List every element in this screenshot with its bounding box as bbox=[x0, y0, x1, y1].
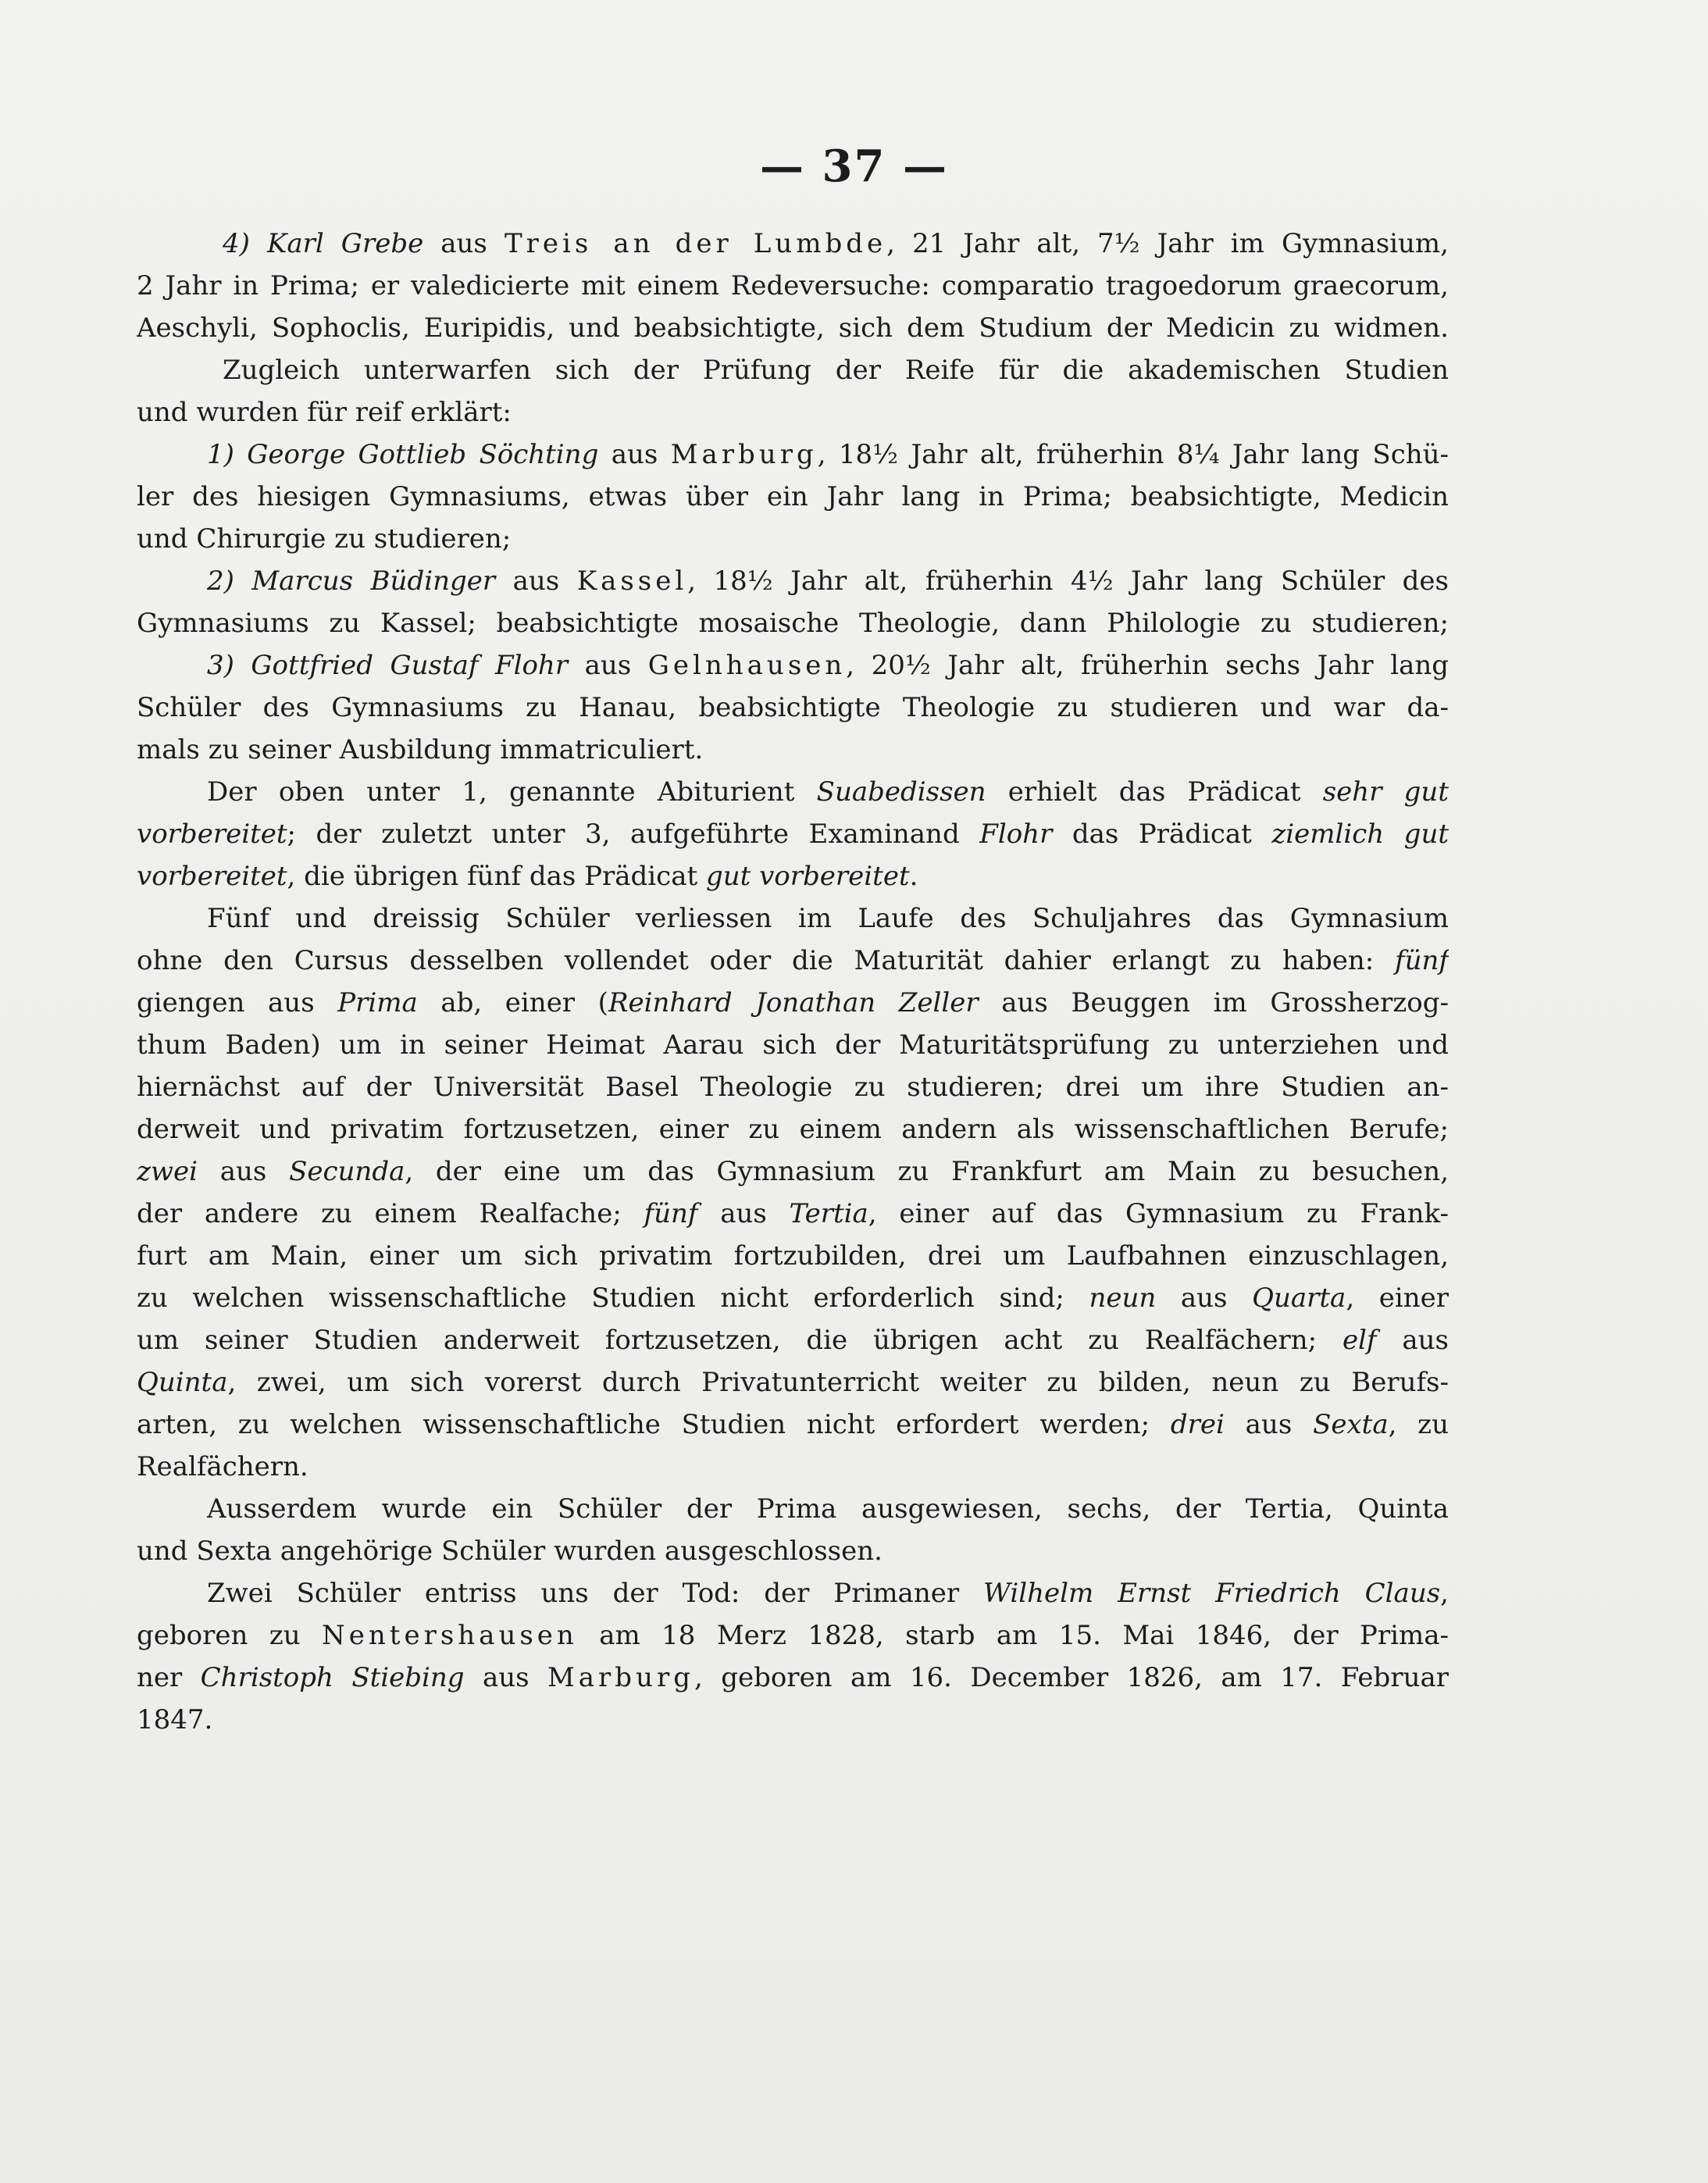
italic-text: Wilhelm Ernst Friedrich Claus bbox=[983, 1578, 1441, 1609]
italic-text: sehr gut bbox=[1322, 776, 1449, 808]
spaced-text: Marburg bbox=[547, 1662, 694, 1693]
text-segment: thum Baden) um in seiner Heimat Aarau sich der Maturitätsprüfung zu unterziehen und bbox=[137, 1029, 1449, 1061]
text-line bbox=[137, 1319, 1449, 1361]
text-line bbox=[137, 518, 1449, 560]
text-segment: Der oben unter 1, genannte Abiturient bbox=[207, 776, 817, 808]
text-segment: , einer auf das Gymnasium zu Frank- bbox=[868, 1198, 1449, 1229]
text-segment: aus bbox=[464, 1662, 547, 1693]
text-line bbox=[137, 1657, 1449, 1699]
italic-text: gut vorbereitet bbox=[705, 861, 910, 892]
text-line bbox=[137, 307, 1449, 349]
italic-text: Quinta bbox=[137, 1367, 228, 1398]
text-segment: und wurden für reif erklärt: bbox=[137, 397, 512, 428]
text-segment: Realfächern. bbox=[137, 1451, 308, 1482]
text-line bbox=[137, 1572, 1449, 1614]
text-segment: aus bbox=[1156, 1282, 1253, 1314]
text-segment: aus bbox=[697, 1198, 790, 1229]
text-segment: , 18½ Jahr alt, früherhin 4½ Jahr lang Schüler des bbox=[687, 565, 1449, 597]
text-segment: . bbox=[909, 861, 918, 892]
text-segment: giengen aus bbox=[137, 987, 338, 1018]
text-line bbox=[137, 1530, 1449, 1572]
spaced-text: Kassel bbox=[576, 565, 688, 597]
text-segment: aus Beuggen im Grossherzog- bbox=[978, 987, 1449, 1018]
spaced-text: Nentershausen bbox=[322, 1620, 578, 1651]
text-line bbox=[137, 813, 1449, 855]
text-line bbox=[137, 940, 1449, 982]
italic-text: ziemlich gut bbox=[1271, 819, 1449, 850]
text-segment: aus bbox=[1376, 1325, 1449, 1356]
italic-text: 4) bbox=[223, 228, 267, 259]
text-line bbox=[137, 855, 1449, 897]
text-segment: aus bbox=[568, 650, 648, 681]
text-line bbox=[137, 560, 1449, 602]
spaced-text: Treis an der Lumbde bbox=[504, 228, 887, 259]
text-line bbox=[137, 223, 1449, 265]
italic-text: Reinhard Jonathan Zeller bbox=[608, 987, 979, 1018]
text-segment: der andere zu einem Realfache; bbox=[137, 1198, 644, 1229]
italic-text: 1) George Gottlieb Söchting bbox=[207, 439, 599, 470]
text-line bbox=[137, 687, 1449, 729]
text-segment: Schüler des Gymnasiums zu Hanau, beabsichtigte Theologie zu studieren und war da- bbox=[137, 692, 1449, 723]
text-segment: aus bbox=[495, 565, 577, 597]
spaced-text: Gelnhausen bbox=[647, 650, 847, 681]
spaced-text: Marburg bbox=[670, 439, 818, 470]
text-segment: ; der zuletzt unter 3, aufgeführte Examinand bbox=[287, 819, 980, 850]
text-segment: Fünf und dreissig Schüler verliessen im Laufe des Schuljahres das Gymnasium bbox=[207, 903, 1449, 934]
text-line bbox=[137, 1446, 1449, 1488]
text-segment: und Chirurgie zu studieren; bbox=[137, 523, 512, 555]
text-segment: aus bbox=[598, 439, 671, 470]
italic-text: elf bbox=[1342, 1325, 1377, 1356]
italic-text: Sexta bbox=[1313, 1409, 1389, 1440]
text-segment: hiernächst auf der Universität Basel Theologie zu studieren; drei um ihre Studien an- bbox=[137, 1072, 1449, 1103]
text-segment: das Prädicat bbox=[1052, 819, 1272, 850]
text-line bbox=[137, 1108, 1449, 1150]
text-segment: ab, einer ( bbox=[417, 987, 608, 1018]
text-segment: ohne den Cursus desselben vollendet oder die Maturität dahier erlangt zu haben: bbox=[137, 945, 1396, 976]
text-segment: , geboren am 16. December 1826, am 17. Februar bbox=[694, 1662, 1449, 1693]
text-segment: erhielt das Prädicat bbox=[986, 776, 1323, 808]
text-segment: 2 Jahr in Prima; er valedicierte mit einem Redeversuche: comparatio tragoedorum graecorum, bbox=[137, 270, 1449, 301]
italic-text: Christoph Stiebing bbox=[200, 1662, 465, 1693]
italic-text: zwei bbox=[137, 1156, 198, 1187]
italic-text: Flohr bbox=[979, 819, 1053, 850]
italic-text: fünf bbox=[644, 1198, 698, 1229]
text-segment: , 20½ Jahr alt, früherhin sechs Jahr lang bbox=[846, 650, 1449, 681]
page-number: — 37 — bbox=[760, 141, 948, 192]
text-segment: zu welchen wissenschaftliche Studien nicht erforderlich sind; bbox=[137, 1282, 1089, 1314]
italic-text: Suabedissen bbox=[816, 776, 986, 808]
text-segment: furt am Main, einer um sich privatim fortzubilden, drei um Laufbahnen einzuschlagen, bbox=[137, 1240, 1449, 1272]
text-segment: derweit und privatim fortzusetzen, einer zu einem andern als wissenschaftlichen Berufe; bbox=[137, 1114, 1449, 1145]
italic-text: neun bbox=[1089, 1282, 1157, 1314]
text-line bbox=[137, 1277, 1449, 1319]
text-segment: , einer bbox=[1346, 1282, 1449, 1314]
italic-text: fünf bbox=[1395, 945, 1449, 976]
text-segment: Aeschyli, Sophoclis, Euripidis, und beabsichtigte, sich dem Studium der Medicin zu widmen. bbox=[137, 312, 1449, 344]
text-segment: um seiner Studien anderweit fortzusetzen, die übrigen acht zu Realfächern; bbox=[137, 1325, 1343, 1356]
text-segment: 1847. bbox=[137, 1704, 213, 1735]
text-segment: , 21 Jahr alt, 7½ Jahr im Gymnasium, bbox=[886, 228, 1449, 259]
text-line bbox=[137, 391, 1449, 433]
text-line bbox=[137, 771, 1449, 813]
text-segment: geboren zu bbox=[137, 1620, 323, 1651]
text-line bbox=[137, 1024, 1449, 1066]
italic-text: Prima bbox=[337, 987, 418, 1018]
text-segment: ner bbox=[137, 1662, 201, 1693]
text-segment: Gymnasiums zu Kassel; beabsichtigte mosaische Theologie, dann Philologie zu studieren; bbox=[137, 608, 1449, 639]
text-line bbox=[137, 349, 1449, 391]
italic-text: Tertia bbox=[789, 1198, 868, 1229]
text-segment: Ausserdem wurde ein Schüler der Prima ausgewiesen, sechs, der Tertia, Quinta bbox=[207, 1493, 1449, 1525]
italic-text: Quarta bbox=[1252, 1282, 1346, 1314]
text-line bbox=[137, 729, 1449, 771]
text-segment: arten, zu welchen wissenschaftliche Studien nicht erfordert werden; bbox=[137, 1409, 1171, 1440]
text-line bbox=[137, 982, 1449, 1024]
italic-text: drei bbox=[1170, 1409, 1225, 1440]
text-segment: aus bbox=[198, 1156, 290, 1187]
text-segment: , zwei, um sich vorerst durch Privatunterricht weiter zu bilden, neun zu Berufs- bbox=[227, 1367, 1449, 1398]
text-segment: mals zu seiner Ausbildung immatriculiert. bbox=[137, 734, 704, 765]
italic-text: Karl Grebe bbox=[266, 228, 424, 259]
text-line bbox=[137, 1614, 1449, 1657]
text-line bbox=[137, 1066, 1449, 1108]
italic-text: 3) Gottfried Gustaf Flohr bbox=[207, 650, 569, 681]
text-line bbox=[137, 1235, 1449, 1277]
text-segment: , der eine um das Gymnasium zu Frankfurt am Main zu besuchen, bbox=[405, 1156, 1449, 1187]
text-line bbox=[137, 1193, 1449, 1235]
text-segment: aus bbox=[1224, 1409, 1314, 1440]
text-line bbox=[137, 1404, 1449, 1446]
text-line bbox=[137, 602, 1449, 644]
text-segment: Zwei Schüler entriss uns der Tod: der Primaner bbox=[207, 1578, 983, 1609]
text-line bbox=[137, 1150, 1449, 1193]
text-segment: Zugleich unterwarfen sich der Prüfung der Reife für die akademischen Studien bbox=[223, 355, 1449, 386]
text-segment: aus bbox=[423, 228, 505, 259]
text-line bbox=[137, 1361, 1449, 1404]
text-line bbox=[137, 897, 1449, 940]
text-line bbox=[137, 433, 1449, 476]
text-segment: und Sexta angehörige Schüler wurden ausgeschlossen. bbox=[137, 1536, 883, 1567]
body-text bbox=[137, 223, 1449, 1741]
text-line bbox=[137, 1699, 1449, 1741]
text-segment: , die übrigen fünf das Prädicat bbox=[287, 861, 706, 892]
italic-text: 2) Marcus Büdinger bbox=[207, 565, 496, 597]
text-line bbox=[137, 644, 1449, 687]
text-segment: , 18½ Jahr alt, früherhin 8¼ Jahr lang Schü- bbox=[817, 439, 1449, 470]
text-line bbox=[137, 1488, 1449, 1530]
text-segment: ler des hiesigen Gymnasiums, etwas über ein Jahr lang in Prima; beabsichtigte, Medicin bbox=[137, 481, 1449, 512]
text-segment: am 18 Merz 1828, starb am 15. Mai 1846, der Prima- bbox=[577, 1620, 1449, 1651]
italic-text: Secunda bbox=[289, 1156, 405, 1187]
text-segment: , bbox=[1440, 1578, 1449, 1609]
text-line bbox=[137, 476, 1449, 518]
text-line bbox=[137, 265, 1449, 307]
italic-text: vorbereitet bbox=[137, 861, 287, 892]
text-segment: , zu bbox=[1388, 1409, 1449, 1440]
italic-text: vorbereitet bbox=[137, 819, 287, 850]
